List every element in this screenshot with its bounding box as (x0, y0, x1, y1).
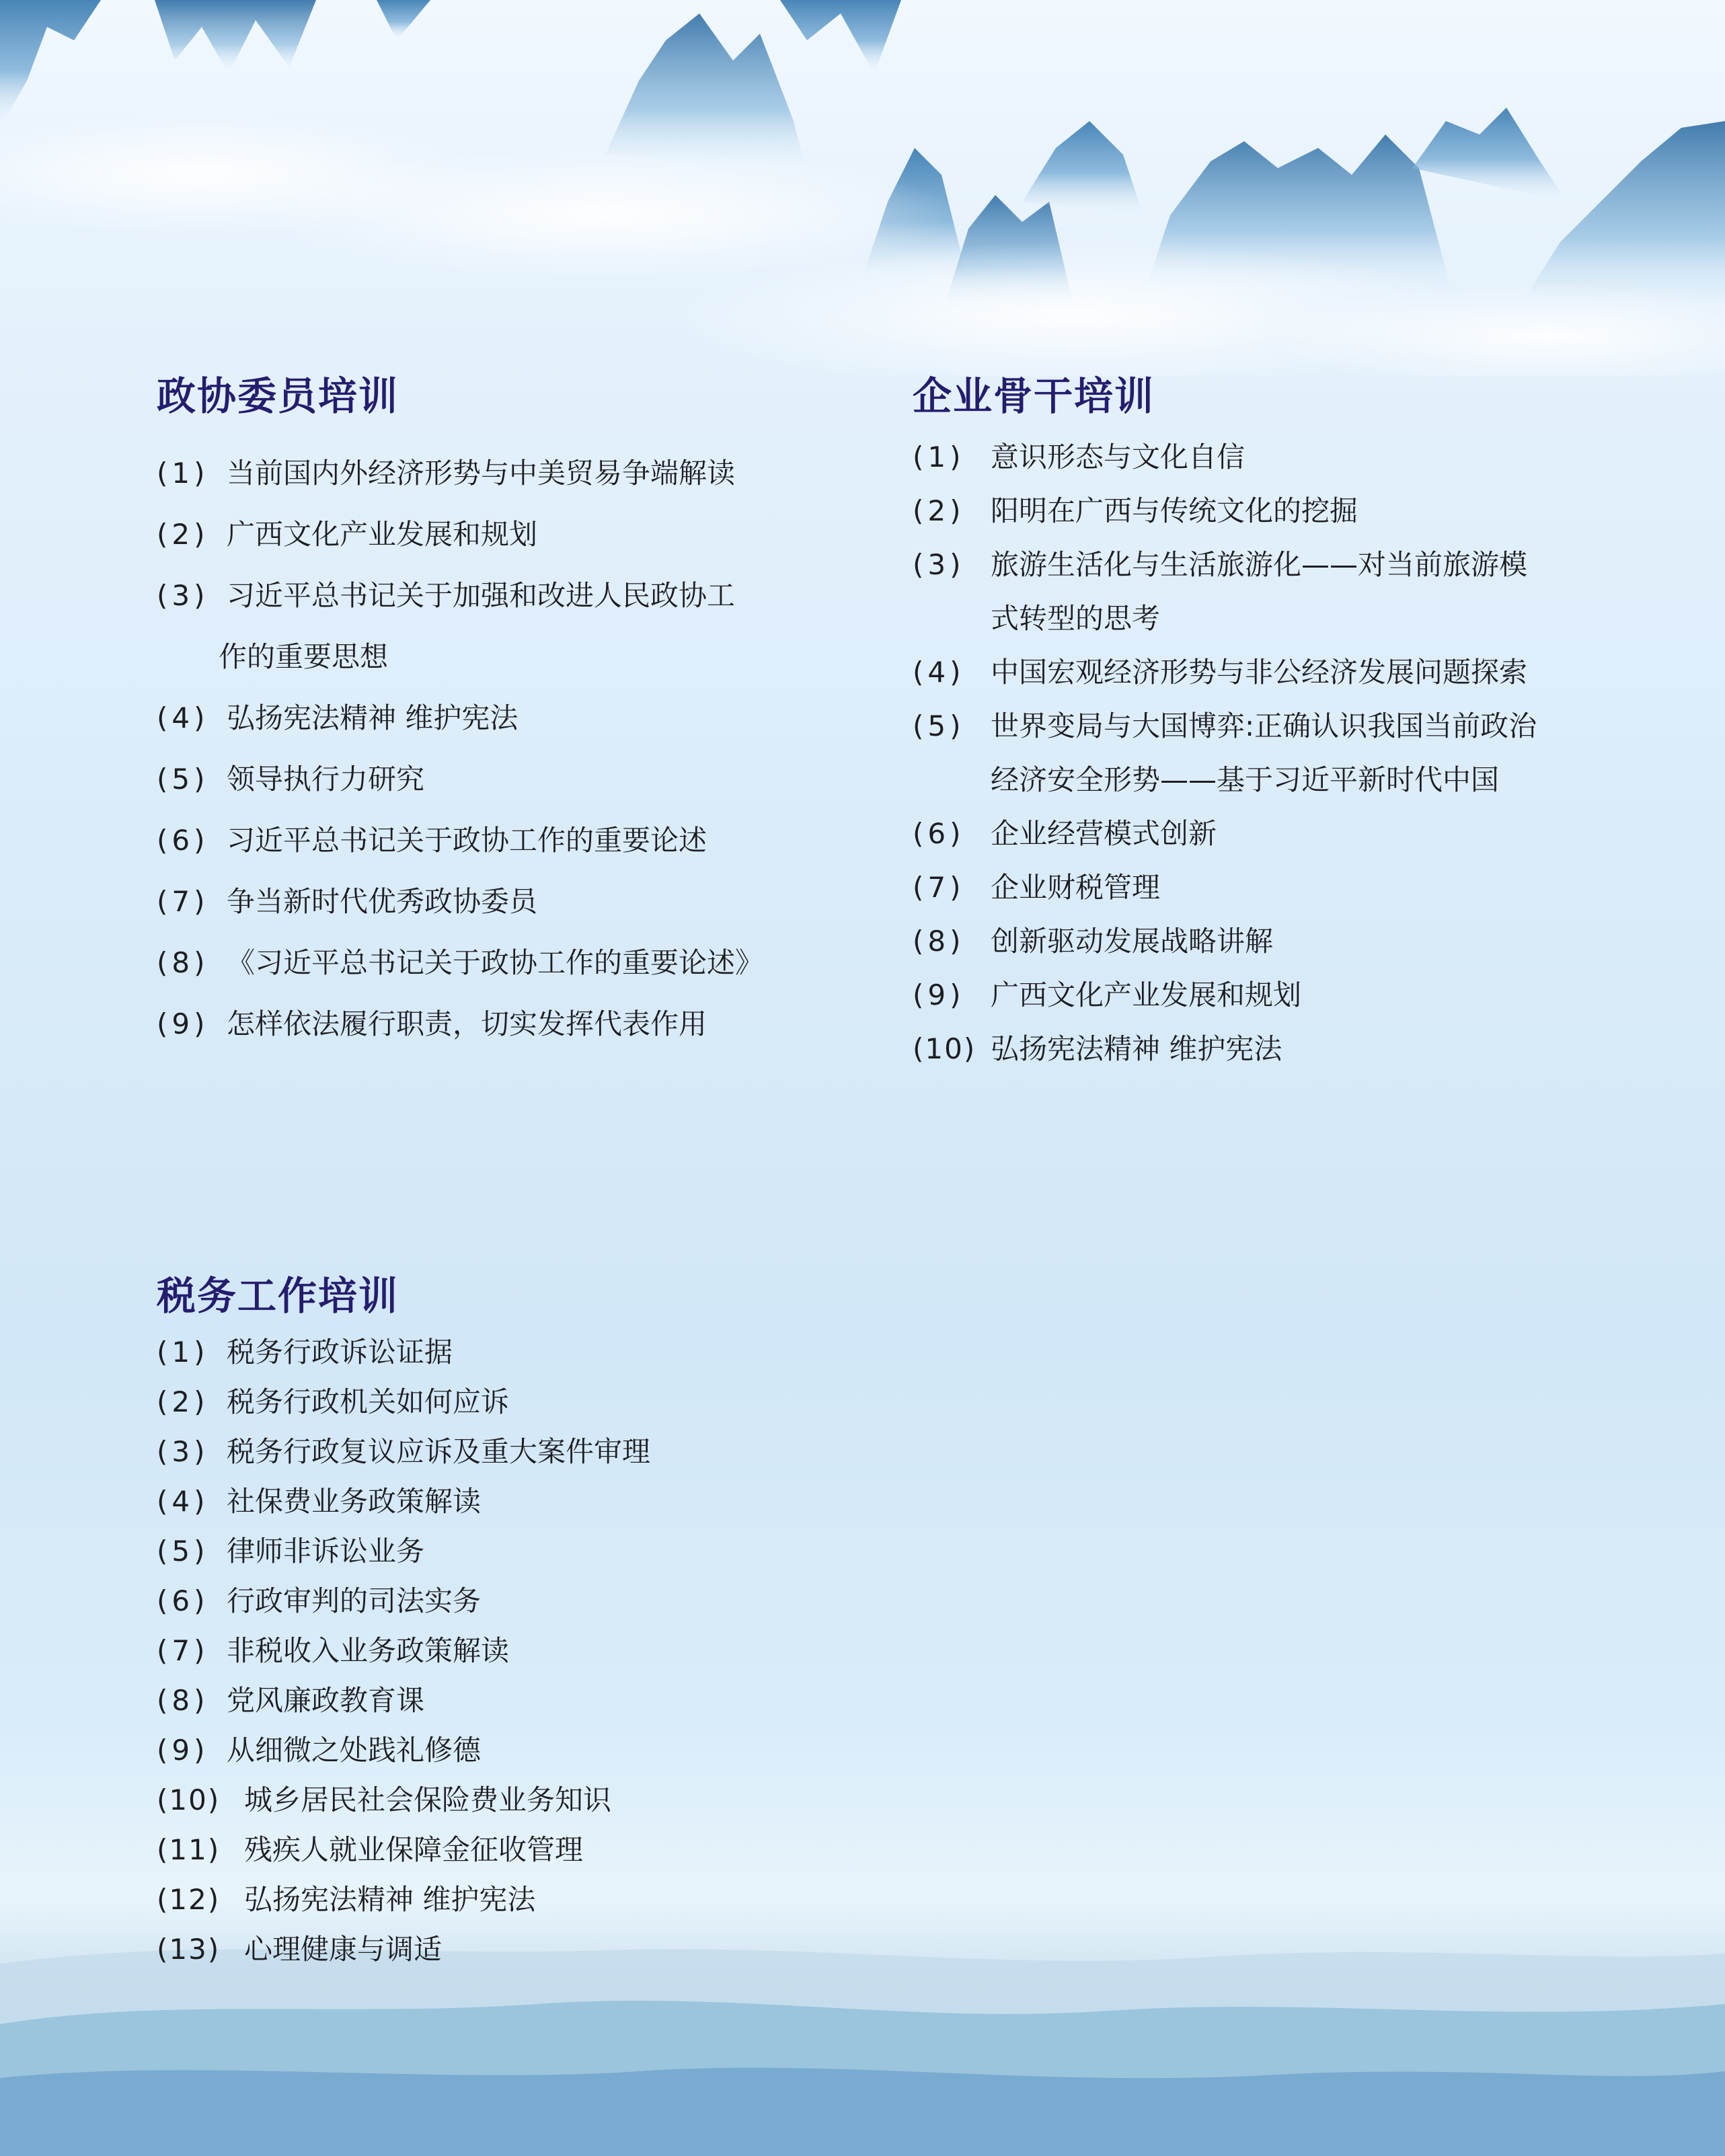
item-text: 弘扬宪法精神 维护宪法 (991, 1032, 1282, 1065)
list-item (157, 687, 763, 748)
section-tax-training (157, 1273, 651, 1974)
list-item (157, 1925, 650, 1974)
list-item (157, 748, 763, 810)
item-text: 心理健康与调适 (244, 1933, 443, 1966)
item-number: (8) (157, 1684, 209, 1717)
list-item (913, 1022, 1537, 1076)
item-number: (12) (157, 1883, 221, 1916)
item-text: 社保费业务政策解读 (227, 1485, 482, 1518)
item-text: 旅游生活化与生活旅游化——对当前旅游模 (991, 548, 1528, 581)
list-item (157, 932, 763, 993)
list-item (157, 442, 763, 504)
item-number: (4) (157, 701, 209, 734)
item-text: 中国宏观经济形势与非公经济发展问题探索 (991, 656, 1528, 689)
list-item (157, 1626, 650, 1676)
item-text: 税务行政复议应诉及重大案件审理 (227, 1435, 651, 1468)
item-text: 创新驱动发展战略讲解 (991, 925, 1274, 958)
item-text: 阳明在广西与传统文化的挖掘 (991, 494, 1358, 527)
item-text: 世界变局与大国博弈:正确认识我国当前政治 (991, 709, 1537, 742)
course-list (157, 1327, 650, 1974)
item-number: (9) (157, 1734, 209, 1767)
item-text: 税务行政诉讼证据 (227, 1336, 453, 1369)
item-number: (5) (157, 763, 209, 796)
item-text: 党风廉政教育课 (227, 1684, 425, 1717)
course-list (913, 430, 1537, 1076)
item-text: 广西文化产业发展和规划 (227, 518, 538, 551)
item-number: (4) (913, 656, 965, 689)
top-mountain-illustration (0, 0, 1725, 377)
list-item (157, 871, 763, 932)
item-text: 从细微之处践礼修德 (227, 1734, 482, 1767)
item-text: 城乡居民社会保险费业务知识 (244, 1783, 612, 1816)
item-text: 意识形态与文化自信 (991, 440, 1245, 473)
list-item (157, 1527, 650, 1576)
item-number: (10) (157, 1783, 221, 1816)
item-number: (1) (157, 457, 209, 490)
item-number: (2) (157, 518, 209, 551)
item-text-continuation: 式转型的思考 (991, 602, 1161, 635)
item-number: (9) (157, 1007, 209, 1040)
course-list (157, 442, 763, 1054)
list-item (913, 538, 1537, 646)
section-enterprise-training (913, 373, 1537, 1076)
item-text: 弘扬宪法精神 维护宪法 (227, 701, 519, 734)
section-title: 政协委员培训 (157, 373, 399, 419)
list-item (157, 1775, 650, 1825)
item-number: (5) (157, 1535, 209, 1568)
item-number: (8) (157, 946, 209, 979)
item-number: (13) (157, 1933, 221, 1966)
item-number: (2) (157, 1385, 209, 1418)
list-item (913, 430, 1537, 484)
item-number: (6) (157, 1584, 209, 1617)
item-text: 弘扬宪法精神 维护宪法 (244, 1883, 536, 1916)
item-text: 非税收入业务政策解读 (227, 1634, 510, 1667)
item-number: (2) (913, 494, 965, 527)
section-title: 企业骨干培训 (913, 373, 1155, 419)
section-title: 税务工作培训 (157, 1273, 399, 1319)
list-item (157, 565, 763, 687)
item-number: (7) (157, 885, 209, 918)
item-text: 领导执行力研究 (227, 763, 425, 796)
list-item (157, 1576, 650, 1626)
item-number: (6) (157, 824, 209, 857)
list-item (157, 1427, 650, 1477)
list-item (913, 807, 1537, 861)
item-text: 《习近平总书记关于政协工作的重要论述》 (227, 946, 764, 979)
item-number: (3) (157, 579, 209, 612)
item-text: 怎样依法履行职责，切实发挥代表作用 (227, 1007, 707, 1040)
list-item (157, 1477, 650, 1527)
list-item (913, 861, 1537, 915)
list-item (157, 1676, 650, 1726)
item-number: (7) (157, 1634, 209, 1667)
item-text: 当前国内外经济形势与中美贸易争端解读 (227, 457, 736, 490)
list-item (157, 1327, 650, 1377)
item-text: 习近平总书记关于加强和改进人民政协工 (227, 579, 736, 612)
item-number: (3) (913, 548, 965, 581)
item-number: (6) (913, 817, 965, 850)
item-number: (9) (913, 978, 965, 1011)
section-cppcc-training (157, 373, 764, 1054)
list-item (913, 646, 1537, 699)
list-item (913, 699, 1537, 807)
item-number: (11) (157, 1833, 221, 1866)
item-number: (3) (157, 1435, 209, 1468)
list-item (157, 1825, 650, 1875)
item-text: 企业财税管理 (991, 871, 1161, 904)
item-number: (4) (157, 1485, 209, 1518)
item-text: 行政审判的司法实务 (227, 1584, 482, 1617)
item-number: (7) (913, 871, 965, 904)
item-text: 争当新时代优秀政协委员 (227, 885, 538, 918)
item-number: (1) (913, 440, 965, 473)
item-text-continuation: 作的重要思想 (219, 640, 389, 673)
list-item (913, 484, 1537, 538)
item-text-continuation: 经济安全形势——基于习近平新时代中国 (991, 763, 1500, 796)
item-number: (10) (913, 1032, 976, 1065)
list-item (157, 1875, 650, 1925)
item-text: 企业经营模式创新 (991, 817, 1217, 850)
list-item (157, 504, 763, 565)
list-item (157, 1377, 650, 1427)
list-item (157, 810, 763, 871)
list-item (913, 915, 1537, 968)
item-text: 广西文化产业发展和规划 (991, 978, 1302, 1011)
list-item (157, 993, 763, 1054)
list-item (157, 1726, 650, 1775)
item-text: 习近平总书记关于政协工作的重要论述 (227, 824, 707, 857)
item-text: 律师非诉讼业务 (227, 1535, 425, 1568)
item-number: (1) (157, 1336, 209, 1369)
item-text: 税务行政机关如何应诉 (227, 1385, 510, 1418)
item-number: (8) (913, 925, 965, 958)
item-number: (5) (913, 709, 965, 742)
list-item (913, 968, 1537, 1022)
item-text: 残疾人就业保障金征收管理 (244, 1833, 584, 1866)
